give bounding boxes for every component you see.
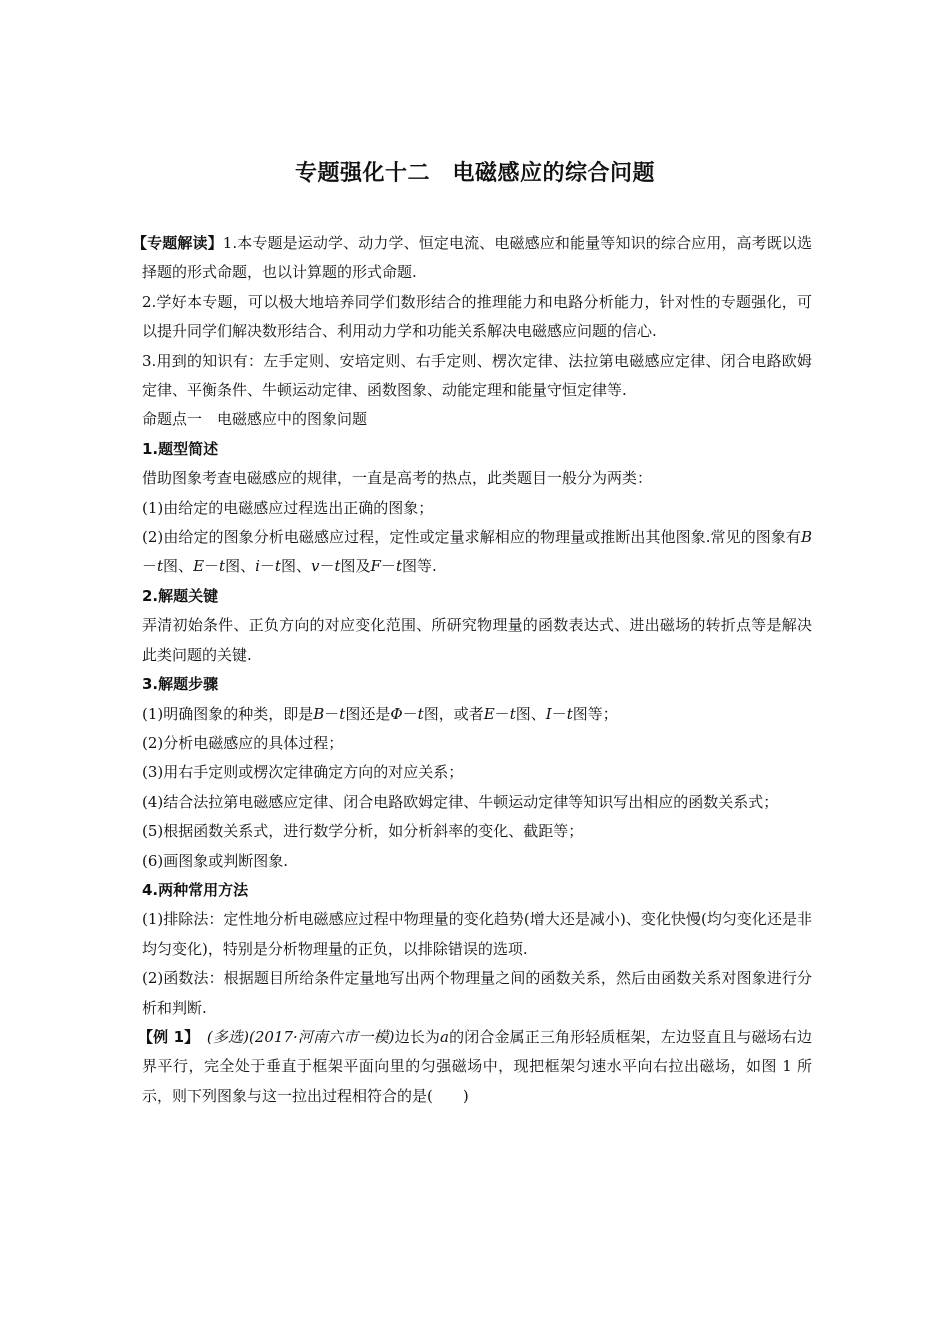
subsection-4-item-1: (1)排除法：定性地分析电磁感应过程中物理量的变化趋势(增大还是减小)、变化快慢(均匀变化还是非均匀变化)，特别是分析物理量的正负，以排除错误的选项.: [142, 910, 812, 958]
var-v: v: [310, 557, 320, 576]
text-run: 图等；: [572, 704, 618, 723]
dash: －: [402, 704, 418, 723]
dash: －: [259, 557, 275, 576]
intro-label: 【专题解读】: [132, 234, 223, 252]
var-B: B: [800, 528, 812, 547]
subsection-1-item-1: (1)由给定的电磁感应过程选出正确的图象；: [142, 498, 434, 517]
var-t: t: [417, 704, 424, 723]
subsection-1-item-2: [142, 523, 812, 582]
subsection-title-4: 4.两种常用方法: [142, 880, 249, 899]
subsection-title-3: 3.解题步骤: [142, 675, 219, 694]
dash: －: [324, 704, 340, 723]
text-run: 图、: [515, 704, 546, 723]
document-body: [132, 229, 812, 1111]
subsection-3-item-1: [142, 700, 812, 729]
var-t: t: [219, 557, 226, 576]
dash: －: [551, 704, 567, 723]
subsection-3-item-4: (4)结合法拉第电磁感应定律、闭合电路欧姆定律、牛顿运动定律等知识写出相应的函数关系式；: [142, 792, 779, 811]
var-t: t: [339, 704, 346, 723]
subsection-3-item-3: (3)用右手定则或楞次定律确定方向的对应关系；: [142, 763, 464, 782]
text-run: 图等.: [401, 557, 437, 576]
example-label: 【例 1】: [138, 1027, 192, 1046]
var-I: I: [545, 704, 552, 723]
var-i: i: [255, 557, 260, 576]
text-run: (2)由给定的图象分析电磁感应过程，定性或定量求解相应的物理量或推断出其他图象.常见的图象有: [142, 528, 801, 547]
var-t: t: [157, 557, 164, 576]
var-F: F: [370, 557, 381, 576]
example-text-b: 的闭合金属正三角形轻质框架，左边竖直且与磁场右边界平行，完全处于垂直于框架平面向里的匀强磁场中，现把框架匀速水平向右拉出磁场，如图 1 所示，则下列图象与这一拉出过程相符合的是( ): [142, 1027, 812, 1105]
subsection-1-paragraph: 借助图象考查电磁感应的规律，一直是高考的热点，此类题目一般分为两类：: [142, 469, 653, 488]
var-E: E: [483, 704, 495, 723]
dash: －: [204, 557, 220, 576]
dash: －: [319, 557, 335, 576]
subsection-3-item-6: (6)画图象或判断图象.: [142, 851, 289, 870]
example-text-a: 边长为: [394, 1027, 441, 1046]
var-E: E: [193, 557, 205, 576]
var-t: t: [334, 557, 341, 576]
var-a: a: [440, 1027, 449, 1046]
example-paragraph: [138, 1023, 812, 1111]
var-t: t: [274, 557, 281, 576]
subsection-3-item-2: (2)分析电磁感应的具体过程；: [142, 733, 344, 752]
dash: －: [494, 704, 510, 723]
var-B: B: [313, 704, 325, 723]
var-t: t: [566, 704, 573, 723]
text-run: 图，或者: [423, 704, 484, 723]
intro-paragraph-1: [132, 229, 812, 288]
dash: －: [142, 557, 158, 576]
text-run: (1)明确图象的种类，即是: [142, 704, 314, 723]
text-run: 图还是: [345, 704, 391, 723]
subsection-title-1: 1.题型简述: [142, 439, 219, 458]
subsection-title-2: 2.解题关键: [142, 586, 219, 605]
subsection-3-item-5: (5)根据函数关系式，进行数学分析，如分析斜率的变化、截距等；: [142, 822, 584, 841]
intro-paragraph-3: 3.用到的知识有：左手定则、安培定则、右手定则、楞次定律、法拉第电磁感应定律、闭合电路欧姆定律、平衡条件、牛顿运动定律、函数图象、动能定理和能量守恒定律等.: [142, 351, 812, 400]
var-t: t: [509, 704, 516, 723]
text-run: 图、: [225, 557, 256, 576]
dash: －: [380, 557, 396, 576]
page-title: 专题强化十二 电磁感应的综合问题: [294, 161, 655, 186]
intro-text-1: 1.本专题是运动学、动力学、恒定电流、电磁感应和能量等知识的综合应用，高考既以选择题的形式命题，也以计算题的形式命题.: [142, 234, 812, 282]
var-t: t: [395, 557, 402, 576]
var-phi: Φ: [390, 704, 403, 723]
text-run: 图、: [163, 557, 194, 576]
subsection-4-item-2: (2)函数法：根据题目所给条件定量地写出两个物理量之间的函数关系，然后由函数关系对图象进行分析和判断.: [142, 969, 812, 1017]
example-tag: (多选)(2017·河南六市一模): [206, 1027, 395, 1046]
intro-paragraph-2: 2.学好本专题，可以极大地培养同学们数形结合的推理能力和电路分析能力，针对性的专题强化，可以提升同学们解决数形结合、利用动力学和功能关系解决电磁感应问题的信心.: [142, 292, 812, 341]
text-run: 图及: [340, 557, 371, 576]
section-heading: 命题点一 电磁感应中的图象问题: [142, 410, 368, 429]
subsection-2-paragraph: 弄清初始条件、正负方向的对应变化范围、所研究物理量的函数表达式、进出磁场的转折点等是解决此类问题的关键.: [142, 616, 812, 664]
text-run: 图、: [280, 557, 311, 576]
